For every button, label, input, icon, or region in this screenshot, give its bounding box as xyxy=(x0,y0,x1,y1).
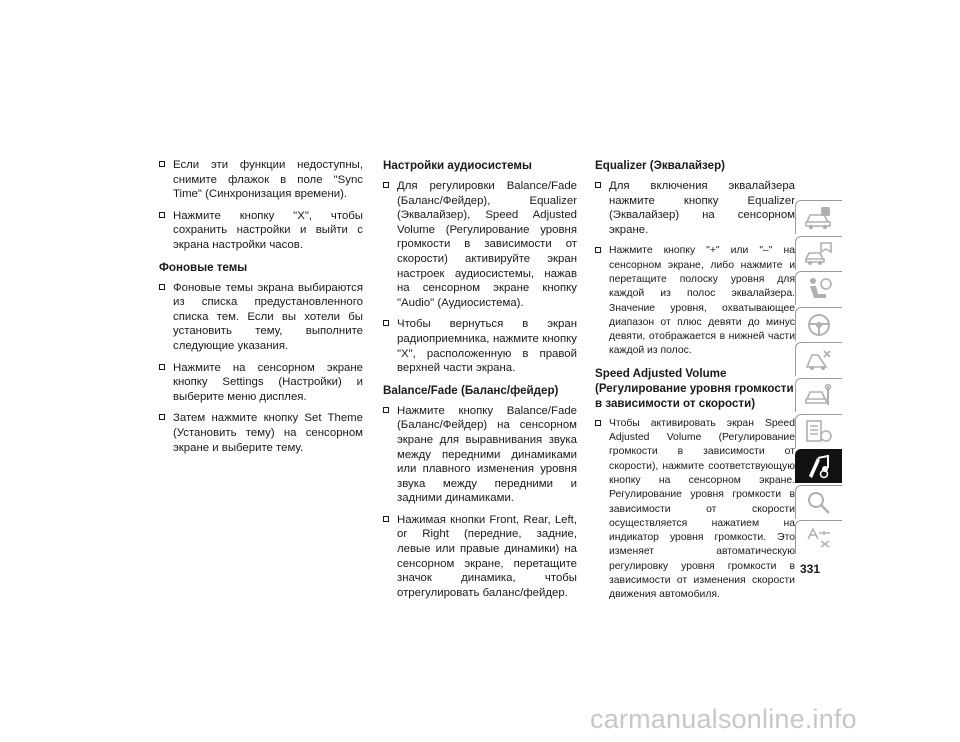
tab-checklist[interactable] xyxy=(795,414,842,448)
tab-steering-wheel[interactable] xyxy=(795,307,842,341)
bullet-icon xyxy=(383,516,389,522)
list-item: Чтобы вернуться в экран радиоприемника, нажмите кнопку "X", расположенную в правой верхней части экрана. xyxy=(383,317,577,375)
car-crash-icon xyxy=(804,347,834,373)
column-left xyxy=(159,158,363,462)
bullet-icon xyxy=(159,161,165,167)
bullet-icon xyxy=(159,284,165,290)
section-heading: Equalizer (Эквалайзер) xyxy=(595,159,726,172)
bullet-icon xyxy=(595,420,601,426)
list-item: Для включения эквалайзера нажмите кнопку Equalizer (Эквалайзер) на сенсорном экране. xyxy=(595,179,795,237)
tab-search[interactable] xyxy=(795,485,842,519)
list-item: Нажмите на сенсорном экране кнопку Settings (Настройки) и выберите меню дисплея. xyxy=(159,361,363,405)
list-item: Нажимая кнопки Front, Rear, Left, or Right (передние, задние, левые или правые динамики) на сенсорном экране, перетащите значок динамика, чтобы отрегулировать баланс/фейдер. xyxy=(383,513,577,601)
watermark: carmanualsonline.info xyxy=(590,704,857,734)
bullet-icon xyxy=(595,247,601,253)
steering-wheel-icon xyxy=(804,312,834,338)
car-service-icon xyxy=(804,383,834,409)
tab-multimedia[interactable] xyxy=(795,449,842,483)
column-right xyxy=(595,158,795,610)
tab-car-service[interactable] xyxy=(795,378,842,412)
bullet-icon xyxy=(383,407,389,413)
list-item: Затем нажмите кнопку Set Theme (Установить тему) на сенсорном экране и выберите тему. xyxy=(159,411,363,455)
multimedia-icon xyxy=(804,454,834,480)
list-item: Чтобы активировать экран Speed Adjusted Volume (Регулирование громкости в зависимости от скорости), нажмите соответствующую кнопку на сенсорном экране. Регулирование уровня громкости в зависимости от скорости осуществляется нажатием на индикатор уровня громкости. Это изменяет автоматическую регулировку уровня громкости в зависимости от изменения скорости движения автомобиля. xyxy=(595,417,795,603)
magnifier-icon xyxy=(804,490,834,516)
bullet-icon xyxy=(159,212,165,218)
tab-car-warning[interactable] xyxy=(795,236,842,270)
section-heading: Speed Adjusted Volume (Регулирование уровня громкости в зависимости от скорости) xyxy=(595,366,794,410)
checklist-icon xyxy=(804,419,834,445)
list-item: Нажмите кнопку Balance/Fade (Баланс/Фейдер) на сенсорном экране для выравнивания звука между передними динамиками или плавного изменения уровня звука между передними и задними динамиками. xyxy=(383,404,577,506)
airbag-seat-icon xyxy=(804,276,834,302)
section-heading: Настройки аудиосистемы xyxy=(383,159,532,172)
chapter-tabs xyxy=(795,200,842,556)
list-item: Для регулировки Balance/Fade (Баланс/Фейдер), Equalizer (Эквалайзер), Speed Adjusted Volume (Регулирование уровня громкости в зависимости от скорости) активируйте экран настроек аудиосистемы, нажав на сенсорном экране кнопку "Audio" (Аудиосистема). xyxy=(383,179,577,310)
tab-car-info[interactable] xyxy=(795,200,842,234)
tab-language-index[interactable] xyxy=(795,520,842,554)
tab-airbag-seat[interactable] xyxy=(795,271,842,305)
car-info-icon xyxy=(804,205,834,231)
list-item: Нажмите кнопку "X", чтобы сохранить настройки и выйти с экрана настройки часов. xyxy=(159,209,363,253)
tab-car-crash[interactable] xyxy=(795,342,842,376)
list-item: Если эти функции недоступны, снимите флажок в поле "Sync Time" (Синхронизация времени). xyxy=(159,158,363,202)
section-heading: Balance/Fade (Баланс/фейдер) xyxy=(383,383,559,397)
bullet-icon xyxy=(383,182,389,188)
bullet-icon xyxy=(159,414,165,420)
list-item: Нажмите кнопку "+" или "–" на сенсорном экране, либо нажмите и перетащите полоску уровня для каждой из полос эквалайзера. Значение уровня, охватывающее диапазон от плюс девяти до минус девяти, отображается в нижней части каждой из полос. xyxy=(595,244,795,358)
section-heading: Фоновые темы xyxy=(159,260,248,274)
column-middle xyxy=(383,158,577,607)
bullet-icon xyxy=(159,364,165,370)
page-number: 331 xyxy=(800,562,821,576)
language-index-icon xyxy=(804,525,834,551)
bullet-icon xyxy=(595,182,601,188)
list-item: Фоновые темы экрана выбираются из списка предустановленного списка тем. Если вы хотели бы установить тему, выполните следующие указания. xyxy=(159,281,363,354)
bullet-icon xyxy=(383,320,389,326)
car-warning-icon xyxy=(804,241,834,267)
